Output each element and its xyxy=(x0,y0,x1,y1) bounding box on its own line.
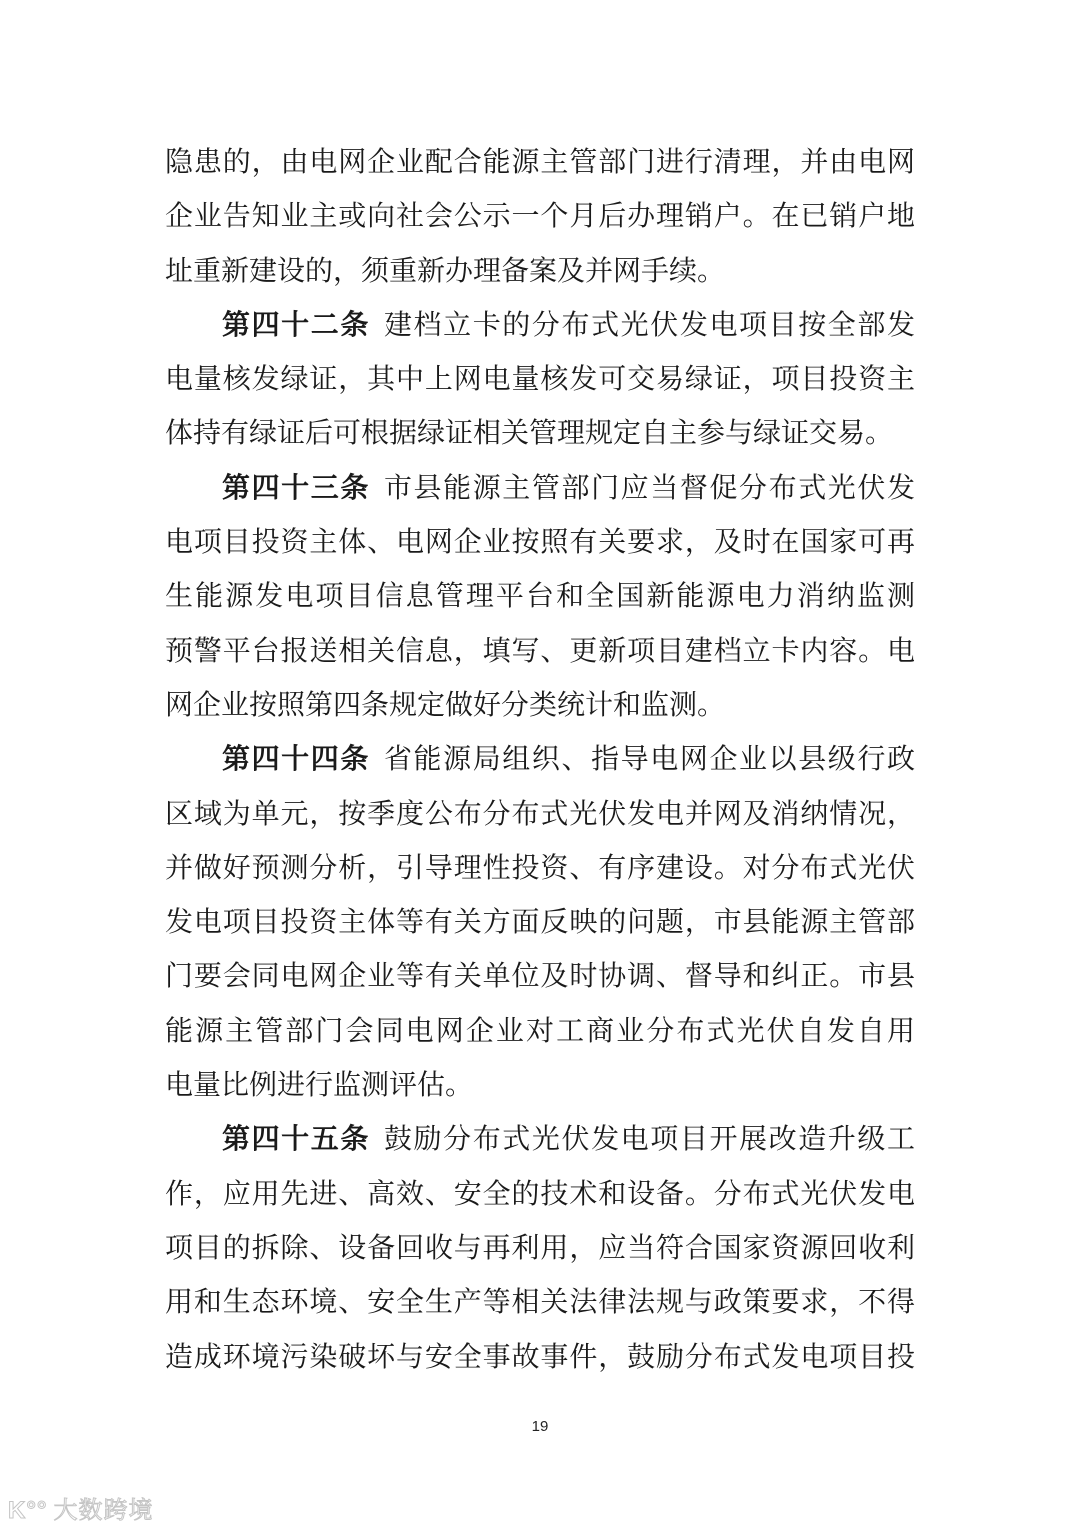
article-heading: 第四十三条 xyxy=(222,470,370,504)
text-line: 并做好预测分析，引导理性投资、有序建设。对分布式光伏 xyxy=(165,850,915,884)
line-text: 鼓励分布式光伏发电项目开展改造升级工 xyxy=(383,1122,915,1156)
text-line: 生能源发电项目信息管理平台和全国新能源电力消纳监测 xyxy=(165,579,915,613)
page-number: 19 xyxy=(531,1418,549,1435)
paragraph xyxy=(165,298,915,461)
text-line: 预警平台报送相关信息，填写、更新项目建档立卡内容。电 xyxy=(165,633,915,667)
text-line: 电项目投资主体、电网企业按照有关要求，及时在国家可再 xyxy=(165,525,915,559)
document-body xyxy=(165,135,915,1384)
line-text: 市县能源主管部门应当督促分布式光伏发 xyxy=(383,470,915,504)
text-line: 企业告知业主或向社会公示一个月后办理销户。在已销户地 xyxy=(165,199,915,233)
text-line: 用和生态环境、安全生产等相关法律法规与政策要求，不得 xyxy=(165,1285,915,1319)
line-text: 省能源局组织、指导电网企业以县级行政 xyxy=(383,742,915,776)
text-line: 发电项目投资主体等有关方面反映的问题，市县能源主管部 xyxy=(165,905,915,939)
paragraph xyxy=(165,461,915,732)
article-heading: 第四十二条 xyxy=(222,307,370,341)
text-line xyxy=(165,1112,915,1166)
text-line: 造成环境污染破坏与安全事故事件，鼓励分布式发电项目投 xyxy=(165,1339,915,1373)
paragraph xyxy=(165,135,915,298)
text-line: 网企业按照第四条规定做好分类统计和监测。 xyxy=(165,687,726,721)
paragraph xyxy=(165,1112,915,1383)
article-heading: 第四十四条 xyxy=(222,742,370,776)
text-line: 电量核发绿证，其中上网电量核发可交易绿证，项目投资主 xyxy=(165,362,915,396)
watermark-logo-icon: K°° xyxy=(8,1497,48,1524)
text-line: 体持有绿证后可根据绿证相关管理规定自主参与绿证交易。 xyxy=(165,416,894,450)
text-line: 区域为单元，按季度公布分布式光伏发电并网及消纳情况， xyxy=(165,796,915,830)
watermark-text: 大数跨境 xyxy=(53,1497,154,1524)
text-line: 项目的拆除、设备回收与再利用，应当符合国家资源回收利 xyxy=(165,1230,915,1264)
watermark xyxy=(8,1490,154,1525)
line-text: 建档立卡的分布式光伏发电项目按全部发 xyxy=(383,307,915,341)
text-line: 电量比例进行监测评估。 xyxy=(165,1068,474,1102)
paragraph xyxy=(165,732,915,1112)
text-line xyxy=(165,298,915,352)
text-line xyxy=(165,461,915,515)
text-line: 能源主管部门会同电网企业对工商业分布式光伏自发自用 xyxy=(165,1013,915,1047)
text-line: 址重新建设的，须重新办理备案及并网手续。 xyxy=(165,253,726,287)
text-line: 隐患的，由电网企业配合能源主管部门进行清理，并由电网 xyxy=(165,145,915,178)
article-heading: 第四十五条 xyxy=(222,1122,370,1156)
text-line: 作，应用先进、高效、安全的技术和设备。分布式光伏发电 xyxy=(165,1176,915,1210)
text-line xyxy=(165,732,915,786)
text-line: 门要会同电网企业等有关单位及时协调、督导和纠正。市县 xyxy=(165,959,915,993)
